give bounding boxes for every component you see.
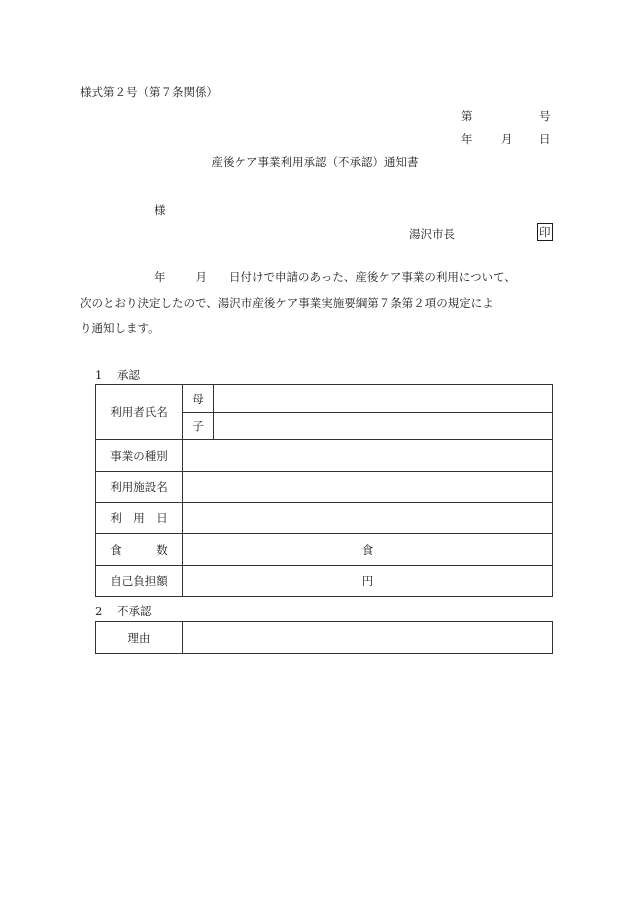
doc-number-prefix: 第 [461, 109, 473, 123]
addressee: 様 [154, 203, 166, 217]
copay-unit: 円 [183, 566, 553, 597]
seal-mark: 印 [539, 225, 551, 239]
section-approval-label: 承認 [117, 368, 140, 382]
copay-label: 自己負担額 [96, 566, 183, 597]
service-type-label: 事業の種別 [96, 440, 183, 472]
form-id: 様式第２号（第７条関係） [80, 85, 218, 99]
section-approval-number: 1 [95, 368, 103, 382]
issuer: 湯沢市長 [409, 227, 455, 241]
service-type-field[interactable] [183, 440, 553, 472]
body-month: 月 [195, 270, 207, 284]
approval-table [95, 384, 553, 597]
body-line-2: 次のとおり決定したので、湯沢市産後ケア事業実施要綱第７条第２項の規定によ [80, 296, 494, 310]
use-date-field[interactable] [183, 503, 553, 534]
body-line-3: り通知します。 [80, 321, 160, 335]
body-year: 年 [154, 270, 166, 284]
section-denial-label: 不承認 [117, 604, 152, 618]
section-denial-heading [95, 603, 152, 619]
doc-date-year: 年 [461, 132, 473, 146]
doc-number-suffix: 号 [539, 109, 551, 123]
denial-table [95, 621, 553, 654]
doc-date-month: 月 [501, 132, 513, 146]
use-date-label: 利 用 日 [96, 503, 183, 534]
child-label: 子 [183, 413, 214, 440]
reason-field[interactable] [183, 622, 553, 654]
section-denial-number: 2 [95, 604, 103, 618]
section-approval-heading [95, 367, 140, 383]
mother-name-field[interactable] [214, 385, 553, 413]
child-name-field[interactable] [214, 413, 553, 440]
facility-label: 利用施設名 [96, 472, 183, 503]
body-line-1-rest: 日付けで申請のあった、産後ケア事業の利用について、 [229, 270, 516, 284]
user-name-label: 利用者氏名 [96, 385, 183, 440]
mother-label: 母 [183, 385, 214, 413]
document-title: 産後ケア事業利用承認（不承認）通知書 [211, 155, 419, 169]
facility-field[interactable] [183, 472, 553, 503]
meals-label: 食 数 [96, 534, 183, 566]
body-line-1 [154, 269, 516, 285]
reason-label: 理由 [96, 622, 183, 654]
doc-date-day: 日 [539, 132, 551, 146]
meals-unit: 食 [183, 534, 553, 566]
